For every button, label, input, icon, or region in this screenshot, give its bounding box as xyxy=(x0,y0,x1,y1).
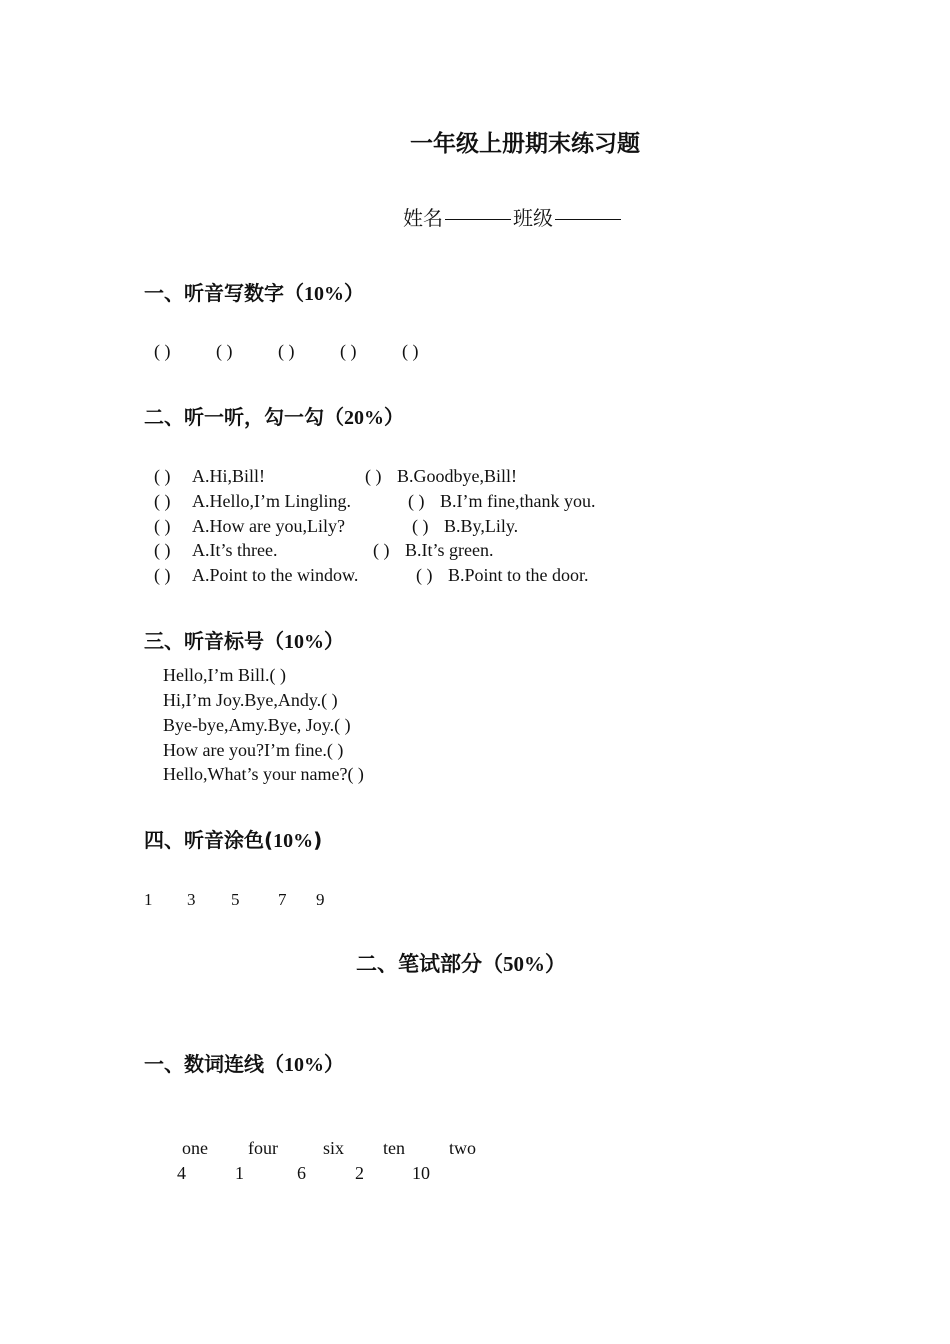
number-digit: 2 xyxy=(355,1163,364,1183)
choice-b: B.Goodbye,Bill! xyxy=(397,466,517,486)
name-class-line xyxy=(403,202,623,231)
answer-bracket: ( ) xyxy=(154,341,171,361)
answer-bracket: ( ) xyxy=(278,341,295,361)
number-word: two xyxy=(449,1138,476,1158)
choice-a: A.How are you,Lily? xyxy=(192,516,345,536)
answer-bracket: ( ) xyxy=(402,341,419,361)
choice-bracket: ( ) xyxy=(154,540,171,560)
number-word: one xyxy=(182,1138,208,1158)
choice-bracket: ( ) xyxy=(154,466,171,486)
section-1-heading: 一、听音写数字（10%） xyxy=(144,281,364,305)
choice-bracket: ( ) xyxy=(416,565,433,585)
choice-bracket: ( ) xyxy=(412,516,429,536)
color-number: 3 xyxy=(187,890,196,909)
listen-line: Hi,I’m Joy.Bye,Andy.( ) xyxy=(163,690,338,710)
choice-bracket: ( ) xyxy=(373,540,390,560)
choice-bracket: ( ) xyxy=(365,466,382,486)
color-number: 9 xyxy=(316,890,325,909)
listen-line: Hello,What’s your name?( ) xyxy=(163,764,364,784)
number-word: four xyxy=(248,1138,278,1158)
number-word: ten xyxy=(383,1138,405,1158)
color-number: 1 xyxy=(144,890,153,909)
section-3-heading: 三、听音标号（10%） xyxy=(144,629,344,653)
class-blank xyxy=(555,219,621,220)
section-5-heading: 一、数词连线（10%） xyxy=(144,1052,344,1076)
listen-line: Bye-bye,Amy.Bye, Joy.( ) xyxy=(163,715,351,735)
number-word: six xyxy=(323,1138,345,1158)
page-title: 一年级上册期末练习题 xyxy=(410,131,640,157)
listen-line: Hello,I’m Bill.( ) xyxy=(163,665,286,685)
choice-a: A.It’s three. xyxy=(192,540,278,560)
color-number: 7 xyxy=(278,890,287,909)
choice-b: B.It’s green. xyxy=(405,540,494,560)
answer-bracket: ( ) xyxy=(340,341,357,361)
number-digit: 1 xyxy=(235,1163,244,1183)
choice-bracket: ( ) xyxy=(154,491,171,511)
color-number: 5 xyxy=(231,890,240,909)
choice-a: A.Hello,I’m Lingling. xyxy=(192,491,351,511)
listen-line: How are you?I’m fine.( ) xyxy=(163,740,344,760)
section-4-heading: 四、听音涂色(10%) xyxy=(144,828,323,852)
number-digit: 4 xyxy=(177,1163,186,1183)
answer-bracket: ( ) xyxy=(216,341,233,361)
name-label: 姓名 xyxy=(403,206,443,230)
choice-a: A.Point to the window. xyxy=(192,565,359,585)
section-2-heading: 二、听一听，勾一勾（20%） xyxy=(144,405,404,429)
choice-b: B.I’m fine,thank you. xyxy=(440,491,596,511)
name-blank xyxy=(445,219,511,220)
choice-b: B.By,Lily. xyxy=(444,516,519,536)
choice-bracket: ( ) xyxy=(154,516,171,536)
number-digit: 10 xyxy=(412,1163,430,1183)
choice-bracket: ( ) xyxy=(408,491,425,511)
number-digit: 6 xyxy=(297,1163,306,1183)
class-label: 班级 xyxy=(513,206,553,230)
choice-a: A.Hi,Bill! xyxy=(192,466,266,486)
written-part-heading: 二、笔试部分（50%） xyxy=(356,952,566,976)
choice-bracket: ( ) xyxy=(154,565,171,585)
choice-b: B.Point to the door. xyxy=(448,565,589,585)
